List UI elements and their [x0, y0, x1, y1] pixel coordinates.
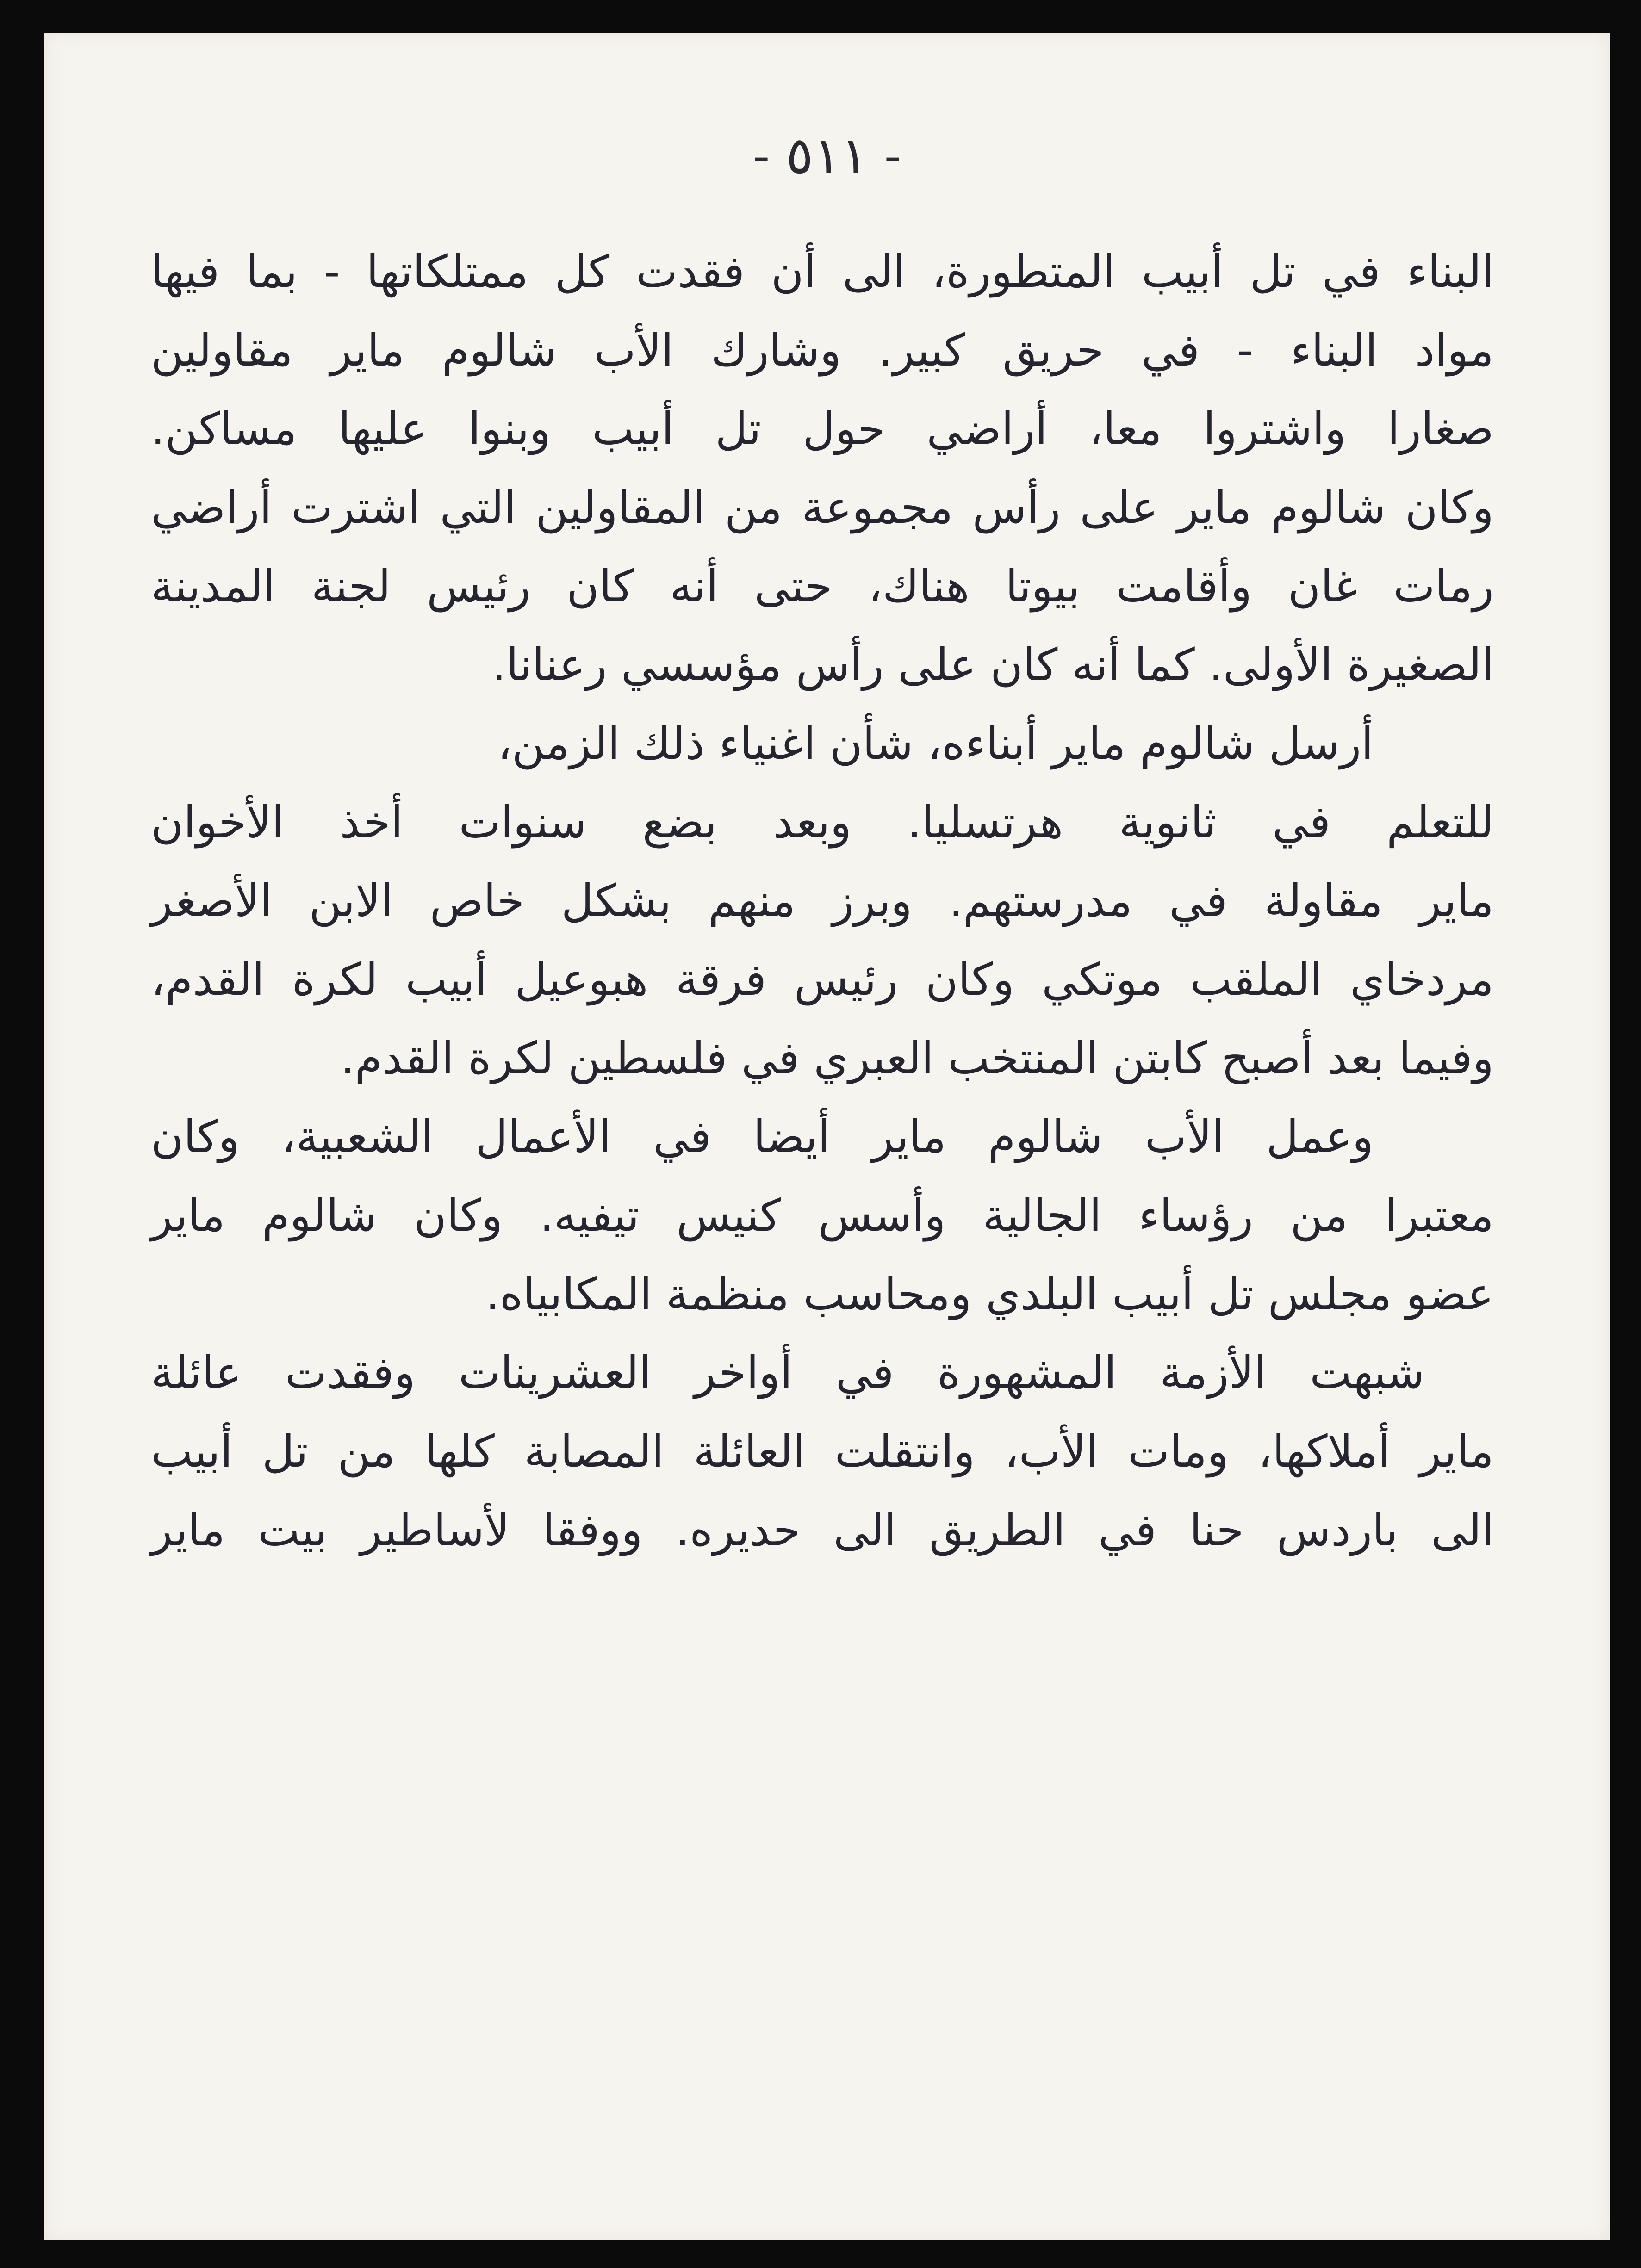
- text-line: وفيما بعد أصبح كابتن المنتخب العبري في فلسطين لكرة القدم.: [340, 1032, 1494, 1084]
- text-line: عضو مجلس تل أبيب البلدي ومحاسب منظمة المكابياه.: [485, 1268, 1494, 1320]
- handwritten-text-block: [151, 232, 1494, 1569]
- text-line: صغارا واشتروا معا، أراضي حول تل أبيب وبنوا عليها مساكن.: [151, 403, 1494, 455]
- text-line: معتبرا من رؤساء الجالية وأسس كنيس تيفيه. وكان شالوم ماير: [151, 1190, 1494, 1241]
- page-number: - ٥١١ -: [752, 126, 901, 185]
- text-line: البناء في تل أبيب المتطورة، الى أن فقدت كل ممتلكاتها - بما فيها: [151, 246, 1494, 297]
- text-line: مردخاي الملقب موتكي وكان رئيس فرقة هبوعيل أبيب لكرة القدم،: [151, 954, 1494, 1005]
- text-line: أرسل شالوم ماير أبناءه، شأن اغنياء ذلك الزمن،: [497, 718, 1374, 769]
- text-line: مواد البناء - في حريق كبير. وشارك الأب شالوم ماير مقاولين: [151, 324, 1494, 376]
- text-line: وعمل الأب شالوم ماير أيضا في الأعمال الشعبية، وكان: [151, 1111, 1374, 1163]
- text-line: وكان شالوم ماير على رأس مجموعة من المقاولين التي اشترت أراضي: [151, 482, 1494, 533]
- text-line: شبهت الأزمة المشهورة في أواخر العشرينات وفقدت عائلة: [151, 1347, 1424, 1399]
- text-line: الى باردس حنا في الطريق الى حديره. ووفقا لأساطير بيت ماير: [151, 1504, 1494, 1556]
- text-line: للتعلم في ثانوية هرتسليا. وبعد بضع سنوات أخذ الأخوان: [151, 796, 1494, 848]
- paper-sheet: [44, 33, 1610, 2240]
- text-line: الصغيرة الأولى. كما أنه كان على رأس مؤسسي رعنانا.: [492, 639, 1494, 691]
- text-line: ماير أملاكها، ومات الأب، وانتقلت العائلة المصابة كلها من تل أبيب: [151, 1425, 1494, 1477]
- text-line: ماير مقاولة في مدرستهم. وبرز منهم بشكل خاص الابن الأصغر: [151, 875, 1494, 927]
- text-line: رمات غان وأقامت بيوتا هناك، حتى أنه كان رئيس لجنة المدينة: [151, 560, 1494, 612]
